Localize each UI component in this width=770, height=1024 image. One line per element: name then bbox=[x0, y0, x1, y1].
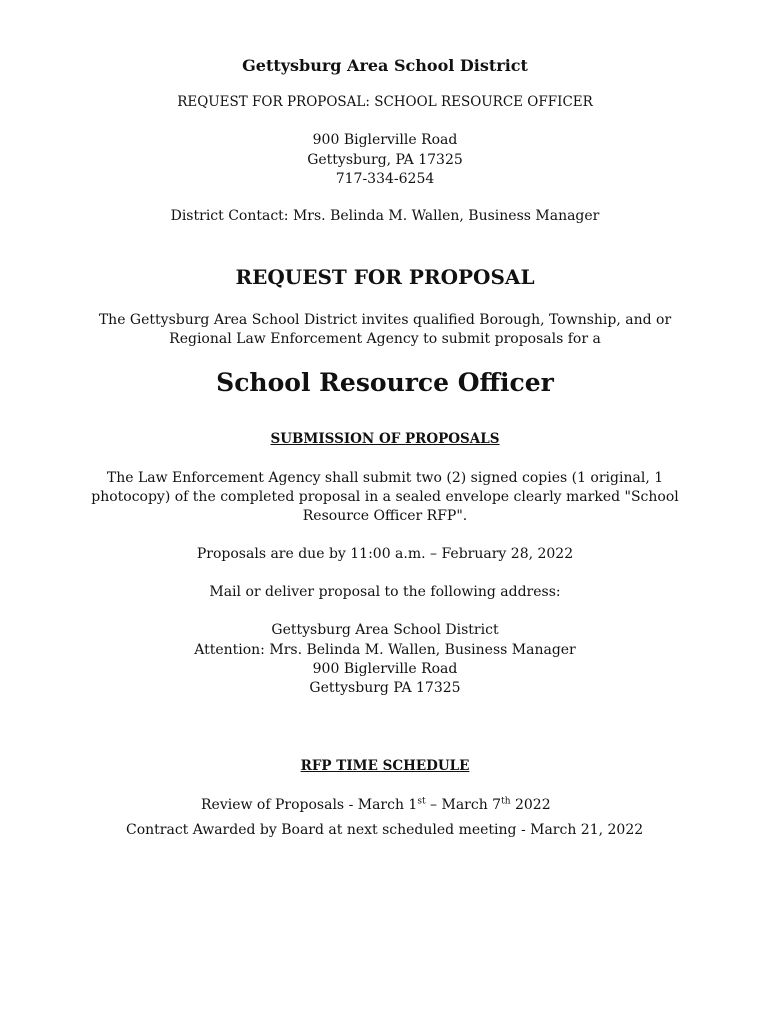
mailing-city: Gettysburg PA 17325 bbox=[309, 680, 461, 696]
intro-line-1: The Gettysburg Area School District invites qualified Borough, Township, and or bbox=[98, 312, 672, 328]
district-name: Gettysburg Area School District bbox=[242, 56, 528, 75]
address-city: Gettysburg, PA 17325 bbox=[307, 152, 463, 168]
section-title: REQUEST FOR PROPOSAL bbox=[235, 265, 535, 289]
address-street: 900 Biglerville Road bbox=[312, 132, 458, 148]
submission-line-2: photocopy) of the completed proposal in a sealed envelope clearly marked "School bbox=[91, 489, 679, 505]
schedule-contract: Contract Awarded by Board at next scheduled meeting - March 21, 2022 bbox=[126, 822, 644, 838]
due-date: Proposals are due by 11:00 a.m. – February 28, 2022 bbox=[196, 546, 574, 562]
schedule-heading: RFP TIME SCHEDULE bbox=[300, 758, 470, 774]
phone-number: 717-334-6254 bbox=[335, 171, 435, 187]
district-contact: District Contact: Mrs. Belinda M. Wallen, Business Manager bbox=[170, 208, 600, 224]
mailing-street: 900 Biglerville Road bbox=[312, 661, 458, 677]
submission-heading: SUBMISSION OF PROPOSALS bbox=[270, 431, 500, 447]
mailing-name: Gettysburg Area School District bbox=[271, 622, 499, 638]
intro-line-2: Regional Law Enforcement Agency to submit proposals for a bbox=[169, 331, 601, 347]
mailing-attention: Attention: Mrs. Belinda M. Wallen, Business Manager bbox=[194, 642, 576, 658]
position-title: School Resource Officer bbox=[216, 368, 554, 397]
submission-line-3: Resource Officer RFP". bbox=[302, 508, 468, 524]
mail-instruction: Mail or deliver proposal to the following address: bbox=[209, 584, 561, 600]
submission-line-1: The Law Enforcement Agency shall submit two (2) signed copies (1 original, 1 bbox=[106, 470, 664, 486]
schedule-review: Review of Proposals - March 1st – March 7th 2022 bbox=[201, 796, 551, 813]
rfp-subtitle: REQUEST FOR PROPOSAL: SCHOOL RESOURCE OFFICER bbox=[177, 94, 593, 110]
